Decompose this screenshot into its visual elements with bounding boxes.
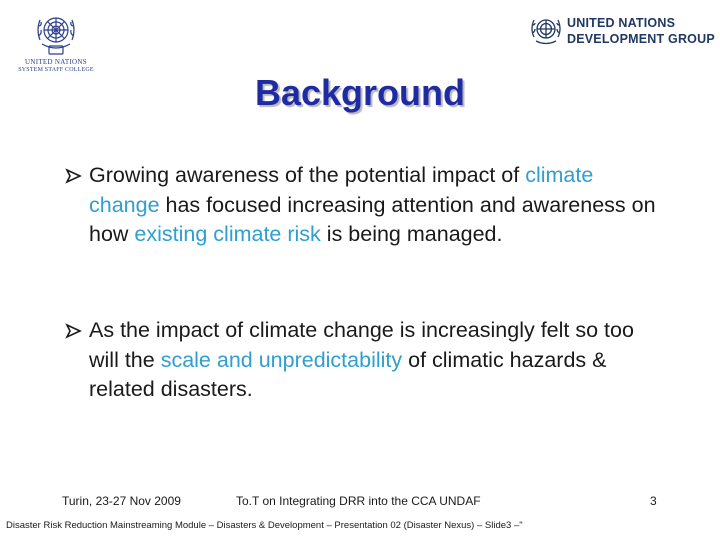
bullet-text-segment: is being managed. (320, 222, 503, 246)
un-system-staff-college-logo (10, 8, 102, 74)
un-emblem-icon (528, 12, 564, 48)
page-number: 3 (650, 494, 657, 508)
footer-date: Turin, 23-27 Nov 2009 (62, 494, 181, 508)
highlighted-term: scale and unpredictability (160, 347, 403, 372)
bullet-text-segment: of climatic hazards & related disasters. (89, 347, 607, 401)
bullet-text-segment: As the impact of climate change is increasingly felt so too will the (89, 318, 634, 372)
bullet-item (64, 161, 664, 250)
highlighted-term: climate change (89, 163, 594, 217)
arrow-bullet-icon (64, 161, 84, 190)
logo-caption-line2: SYSTEM STAFF COLLEGE (18, 67, 94, 73)
bullet-text (89, 316, 664, 405)
bullet-text-segment: has focused increasing attention and awareness on how (89, 192, 656, 246)
bullet-text (89, 161, 664, 250)
bullet-item (64, 316, 664, 405)
footer-title: To.T on Integrating DRR into the CCA UNDAF (236, 494, 481, 508)
un-development-group-logo (528, 10, 715, 50)
footer-module-line: Disaster Risk Reduction Mainstreaming Module – Disasters & Development – Presentation 02 (Disaster Nexus) – Slide3 –" (6, 520, 523, 531)
logo-line2: DEVELOPMENT GROUP (567, 32, 715, 46)
logo-caption-line1: UNITED NATIONS (25, 58, 87, 66)
logo-line1: UNITED NATIONS (567, 16, 676, 30)
highlighted-term: existing climate risk (134, 222, 321, 246)
slide-title: Background (254, 72, 466, 113)
arrow-bullet-icon (64, 316, 84, 345)
bullet-text-segment: Growing awareness of the potential impact of (89, 163, 526, 187)
un-emblem-icon (32, 8, 80, 56)
